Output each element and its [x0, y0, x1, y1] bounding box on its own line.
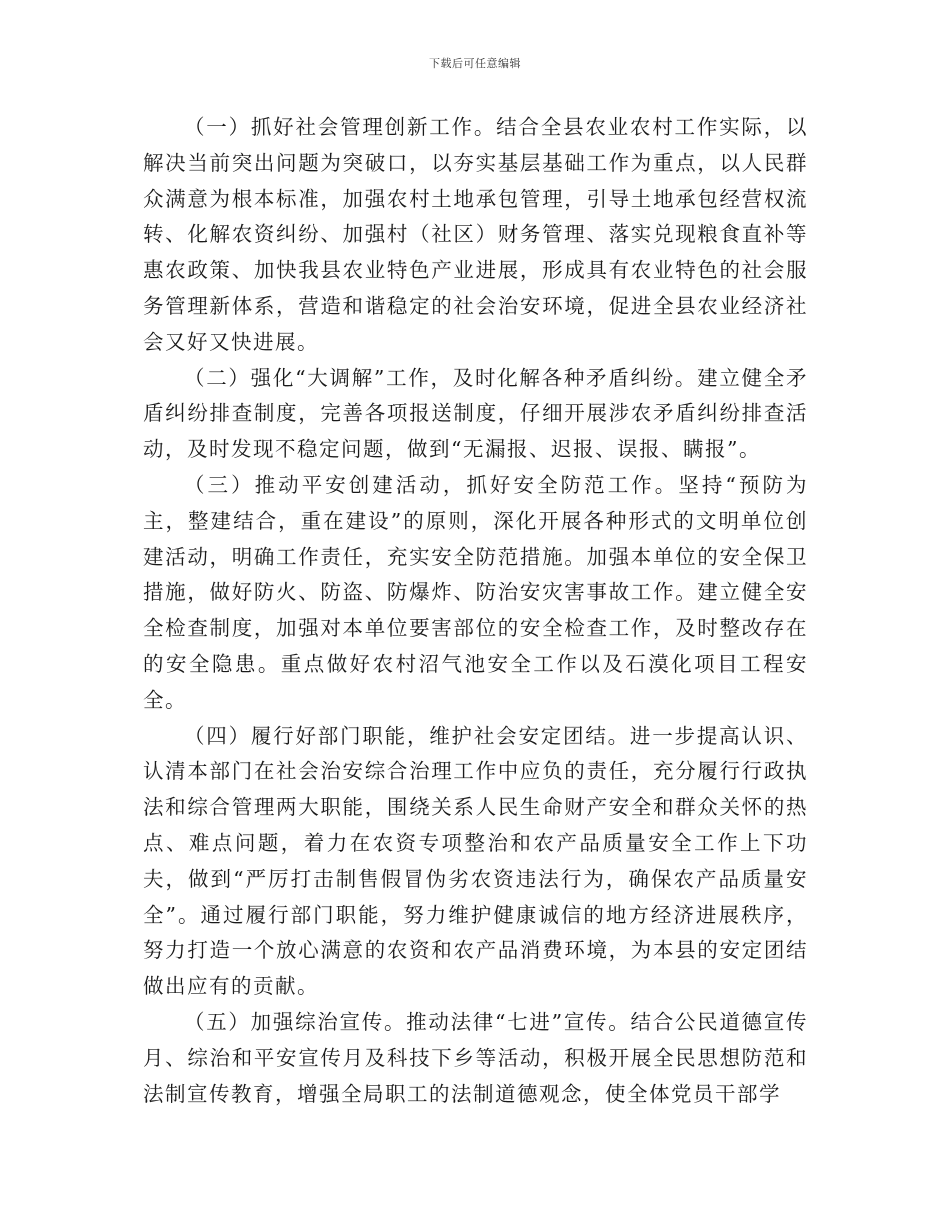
paragraph-2: （二）强化“大调解”工作，及时化解各种矛盾纠纷。建立健全矛盾纠纷排查制度，完善各项报送制度，仔细开展涉农矛盾纠纷排查活动，及时发现不稳定问题，做到“无漏报、迟报、误报、瞒报”。	[143, 365, 808, 462]
page-header-note: 下载后可任意编辑	[429, 57, 521, 70]
paragraph-4: （四）履行好部门职能，维护社会安定团结。进一步提高认识、认清本部门在社会治安综合治理工作中应负的责任，充分履行行政执法和综合管理两大职能，围绕关系人民生命财产安全和群众关怀的热点、难点问题，着力在农资专项整治和农产品质量安全工作上下功夫，做到“严厉打击制售假冒伪劣农资违法行为，确保农产品质量安全”。通过履行部门职能，努力维护健康诚信的地方经济进展秩序，努力打造一个放心满意的农资和农产品消费环境，为本县的安定团结做出应有的贡献。	[143, 723, 808, 999]
document-body	[143, 110, 808, 1112]
paragraph-3: （三）推动平安创建活动，抓好安全防范工作。坚持“预防为主，整建结合，重在建设”的原则，深化开展各种形式的文明单位创建活动，明确工作责任，充实安全防范措施。加强本单位的安全保卫措施，做好防火、防盗、防爆炸、防治安灾害事故工作。建立健全安全检查制度，加强对本单位要害部位的安全检查工作，及时整改存在的安全隐患。重点做好农村沼气池安全工作以及石漠化项目工程安全。	[143, 472, 808, 712]
paragraph-5: （五）加强综治宣传。推动法律“七进”宣传。结合公民道德宣传月、综治和平安宣传月及科技下乡等活动，积极开展全民思想防范和法制宣传教育，增强全局职工的法制道德观念，使全体党员干部学	[143, 1009, 808, 1106]
paragraph-1: （一）抓好社会管理创新工作。结合全县农业农村工作实际，以解决当前突出问题为突破口，以夯实基层基础工作为重点，以人民群众满意为根本标准，加强农村土地承包管理，引导土地承包经营权流转、化解农资纠纷、加强村（社区）财务管理、落实兑现粮食直补等惠农政策、加快我县农业特色产业进展，形成具有农业特色的社会服务管理新体系，营造和谐稳定的社会治安环境，促进全县农业经济社会又好又快进展。	[143, 115, 808, 354]
